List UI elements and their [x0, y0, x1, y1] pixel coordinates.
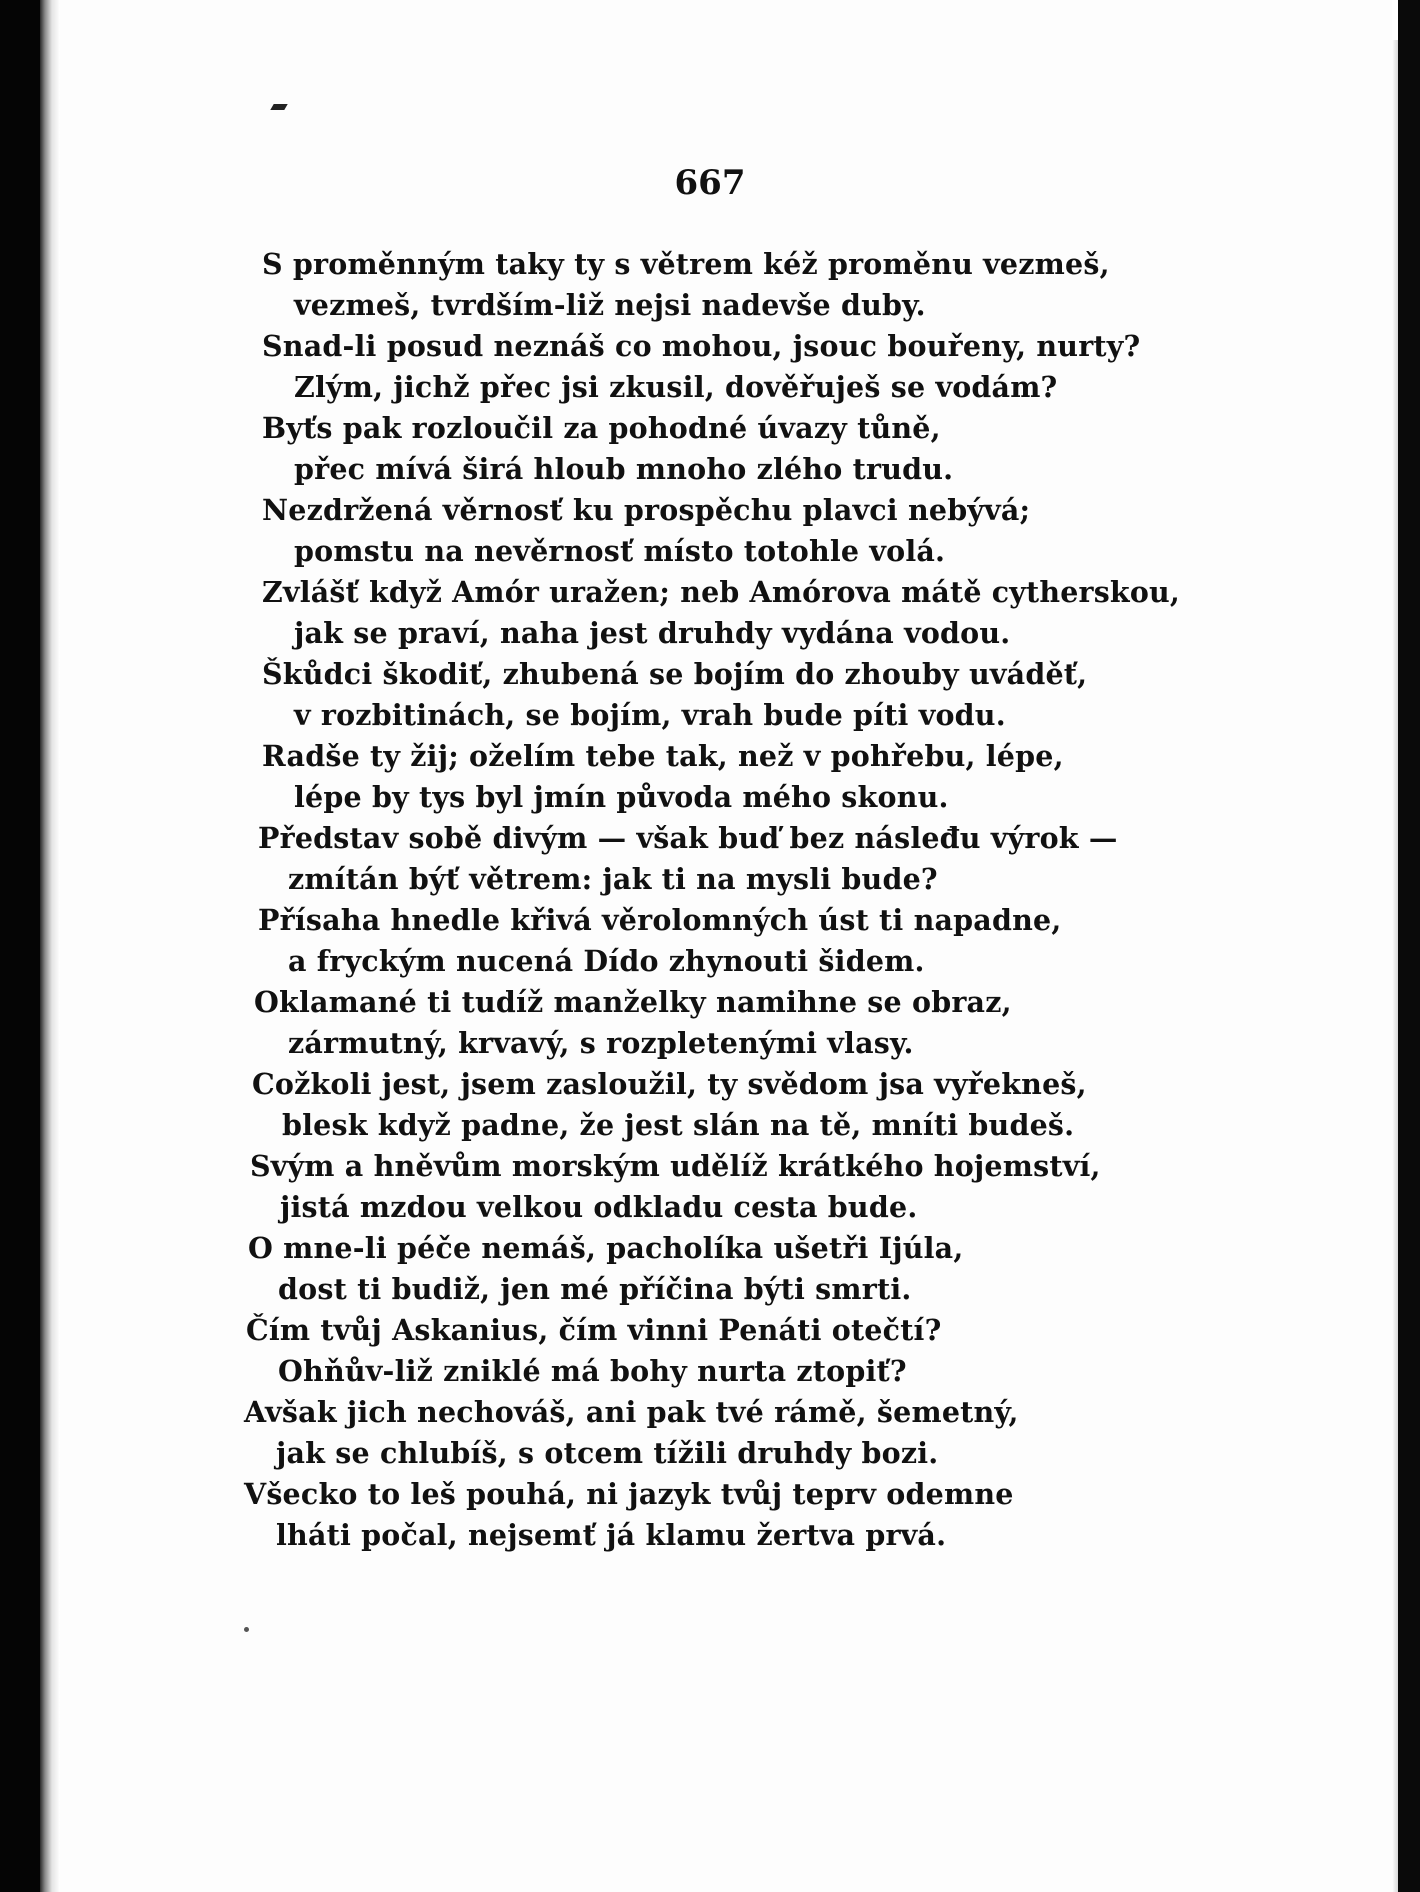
poem-line: Přísaha hnedle křivá věrolomných úst ti napadne, — [258, 903, 1062, 937]
poem-line: Zlým, jichž přec jsi zkusil, dověřuješ se vodám? — [294, 370, 1058, 404]
poem-line: blesk když padne, že jest slán na tě, mníti budeš. — [282, 1108, 1075, 1142]
poem-line: O mne-li péče nemáš, pacholíka ušetři Ijúla, — [248, 1231, 964, 1265]
poem-line: Oklamané ti tudíž manželky namihne se obraz, — [254, 985, 1012, 1019]
poem-line: Nezdržená věrnosť ku prospěchu plavci nebývá; — [262, 493, 1031, 527]
poem-line: přec mívá širá hloub mnoho zlého trudu. — [294, 452, 954, 486]
poem-line: Ohňův-liž zniklé má bohy nurta ztopiť? — [278, 1354, 907, 1388]
poem-line: Byťs pak rozloučil za pohodné úvazy tůně, — [262, 411, 941, 445]
poem-line: vezmeš, tvrdším-liž nejsi nadevše duby. — [294, 288, 926, 322]
poem-line: Radše ty žij; oželím tebe tak, než v pohřebu, lépe, — [262, 739, 1064, 773]
poem-line: zármutný, krvavý, s rozpletenými vlasy. — [288, 1026, 914, 1060]
poem-line: S proměnným taky ty s větrem kéž proměnu vezmeš, — [262, 247, 1110, 281]
poem-line: lépe by tys byl jmín původa mého skonu. — [294, 780, 949, 814]
poem-line: Snad-li posud neznáš co mohou, jsouc bouřeny, nurty? — [262, 329, 1141, 363]
poem-line: Všecko to leš pouhá, ni jazyk tvůj teprv odemne — [244, 1477, 1014, 1511]
poem-line: jistá mzdou velkou odkladu cesta bude. — [280, 1190, 918, 1224]
poem-line: Cožkoli jest, jsem zasloužil, ty svědom jsa vyřekneš, — [252, 1067, 1087, 1101]
poem-line: Představ sobě divým — však buď bez násleđu výrok — — [258, 821, 1118, 855]
poem-line: Čím tvůj Askanius, čím vinni Penáti otečtí? — [246, 1313, 942, 1347]
poem-line: v rozbitinách, se bojím, vrah bude píti vodu. — [294, 698, 1006, 732]
poem-line: Zvlášť když Amór uražen; neb Amórova mátě cytherskou, — [262, 575, 1180, 609]
poem-line: Avšak jich nechováš, ani pak tvé rámě, šemetný, — [244, 1395, 1019, 1429]
poem-line: a fryckým nucená Dído zhynouti šidem. — [288, 944, 925, 978]
poem-line: dost ti budiž, jen mé příčina býti smrti. — [278, 1272, 912, 1306]
poem-line: jak se chlubíš, s otcem tížili druhdy bozi. — [276, 1436, 939, 1470]
poem-line: Svým a hněvům morským udělíž krátkého hojemství, — [250, 1149, 1101, 1183]
poem-line: Škůdci škodiť, zhubená se bojím do zhouby uváděť, — [262, 657, 1088, 691]
poem-line: zmítán býť větrem: jak ti na mysli bude? — [288, 862, 938, 896]
page-number: 667 — [674, 163, 746, 203]
poem-line: lháti počal, nejsemť já klamu žertva prvá. — [276, 1518, 947, 1552]
poem-line: jak se praví, naha jest druhdy vydána vodou. — [294, 616, 1011, 650]
poem-line: pomstu na nevěrnosť místo totohle volá. — [294, 534, 946, 568]
